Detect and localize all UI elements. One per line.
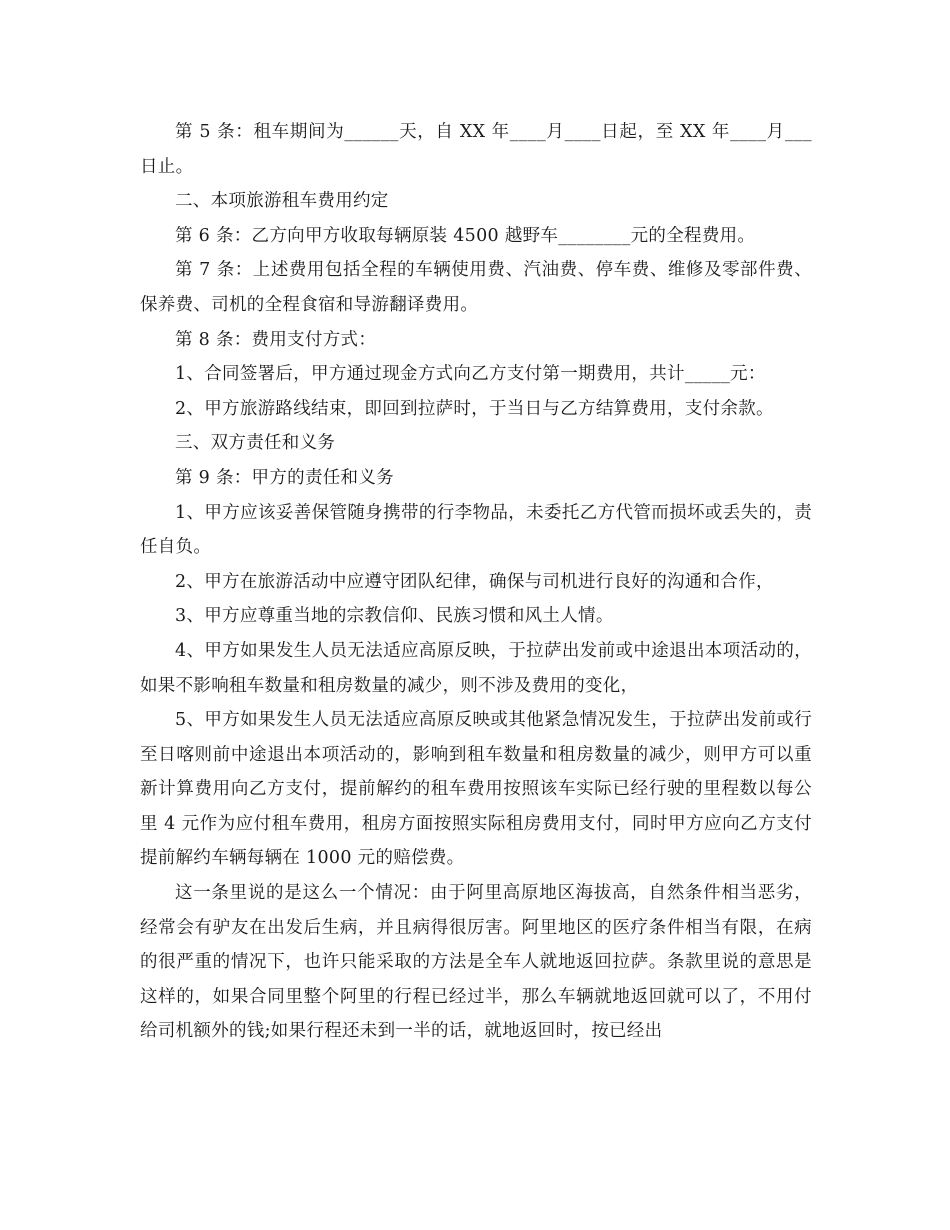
paragraph: 第 8 条：费用支付方式：: [175, 329, 377, 350]
paragraph: 第 9 条：甲方的责任和义务: [175, 467, 394, 488]
paragraph: 4、甲方如果发生人员无法适应高原反映，于拉萨出发前或中途退出本项活动的，如果不影响租车数量和租房数量的减少，则不涉及费用的变化，: [140, 640, 812, 696]
section-heading: 二、本项旅游租车费用约定: [175, 191, 389, 212]
paragraph: 5、甲方如果发生人员无法适应高原反映或其他紧急情况发生，于拉萨出发前或行至日喀则前中途退出本项活动的，影响到租车数量和租房数量的减少，则甲方可以重新计算费用向乙方支付，提前解约的租车费用按照该车实际已经行驶的里程数以每公里 4 元作为应付租车费用，租房方面按照实际租房费用支付，同时甲方应向乙方支付提前解约车辆每辆在 1000 元的赔偿费。: [140, 710, 812, 869]
paragraph: 1、合同签署后，甲方通过现金方式向乙方支付第一期费用，共计_____元：: [175, 364, 766, 385]
paragraph: 这一条里说的是这么一个情况：由于阿里高原地区海拔高，自然条件相当恶劣，经常会有驴友在出发后生病，并且病得很厉害。阿里地区的医疗条件相当有限，在病的很严重的情况下，也许只能采取的方法是全车人就地返回拉萨。条款里说的意思是这样的，如果合同里整个阿里的行程已经过半，那么车辆就地返回就可以了，不用付给司机额外的钱;如果行程还未到一半的话，就地返回时，按已经出: [140, 883, 812, 1042]
paragraph: 3、甲方应尊重当地的宗教信仰、民族习惯和风土人情。: [175, 606, 614, 627]
paragraph: 第 7 条：上述费用包括全程的车辆使用费、汽油费、停车费、维修及零部件费、保养费、司机的全程食宿和导游翻译费用。: [140, 260, 812, 315]
document-body: [140, 115, 812, 1049]
section-heading: 三、双方责任和义务: [175, 433, 336, 454]
paragraph: 第 5 条：租车期间为______天，自 XX 年____月____日起，至 XX 年____月___日止。: [140, 122, 812, 177]
paragraph: 第 6 条：乙方向甲方收取每辆原装 4500 越野车________元的全程费用。: [175, 225, 756, 246]
paragraph: 2、甲方旅游路线结束，即回到拉萨时，于当日与乙方结算费用，支付余款。: [175, 398, 774, 419]
paragraph: 2、甲方在旅游活动中应遵守团队纪律，确保与司机进行良好的沟通和合作，: [175, 571, 774, 592]
paragraph: 1、甲方应该妥善保管随身携带的行李物品，未委托乙方代管而损坏或丢失的，责任自负。: [140, 502, 812, 558]
